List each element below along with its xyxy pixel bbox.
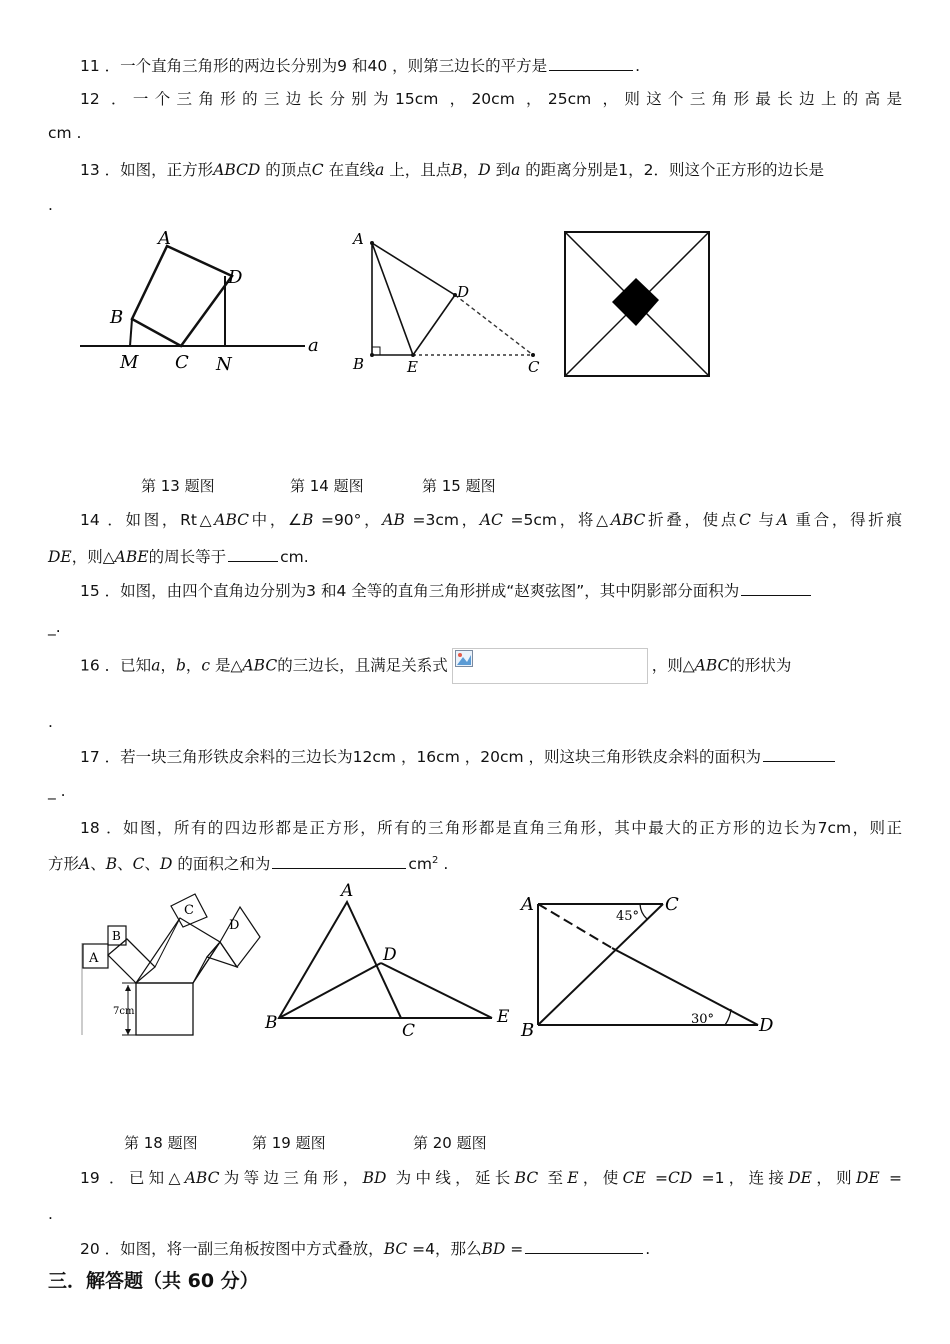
fig19-label-e: E xyxy=(497,1007,510,1027)
fig14-label-e: E xyxy=(407,358,418,376)
fig18-label-c: C xyxy=(184,903,194,918)
q14-answer-blank[interactable] xyxy=(228,560,278,562)
question-19: 19 ．已知△ABC为等边三角形，BD 为中线，延长BC 至E，使CE =CD =1，连接DE，则DE = xyxy=(80,1169,902,1187)
broken-image-icon xyxy=(455,650,473,667)
question-16: 16 ．已知a，b，c 是△ABC的三边长，且满足关系式 ，则△ABC的形状为 xyxy=(48,648,791,684)
q13-continuation: . xyxy=(48,196,53,214)
question-18: 18 ．如图，所有的四边形都是正方形，所有的三角形都是直角三角形，其中最大的正方形的边长为7cm，则正 xyxy=(80,819,902,837)
question-20: 20 ．如图，将一副三角板按图中方式叠放，BC =4，那么BD = . xyxy=(80,1240,651,1258)
question-15: 15 ．如图，由四个直角边分别为3 和4 全等的直角三角形拼成“赵爽弦图”，其中阴影部分面积为 xyxy=(48,579,813,601)
q11-text: ．一个直角三角形的两边长分别为9 和40 ，则第三边长的平方是 xyxy=(104,57,548,75)
caption-fig20: 第 20 题图 xyxy=(413,1134,487,1152)
q16-continuation: . xyxy=(48,713,53,731)
fig14-label-b: B xyxy=(353,355,365,373)
fig20-label-b: B xyxy=(521,1020,535,1041)
fig18-label-b: B xyxy=(112,929,121,943)
question-14-line2: DE，则△ABE的周长等于 cm. xyxy=(48,548,309,566)
figure-15 xyxy=(563,230,711,378)
question-18-line2: 方形A、B、C、D 的面积之和为 $cm^2$ . xyxy=(48,854,449,873)
fig18-length-label: 7cm xyxy=(113,1006,135,1017)
fig19-label-d: D xyxy=(383,945,397,965)
figure-14 xyxy=(345,225,545,380)
caption-fig18: 第 18 题图 xyxy=(124,1134,198,1152)
q15-answer-blank[interactable] xyxy=(741,594,811,596)
q17-answer-blank[interactable] xyxy=(763,760,835,762)
fig20-label-d: D xyxy=(759,1015,774,1036)
q11-number: 11 xyxy=(80,57,100,75)
fig13-label-d: D xyxy=(228,267,243,288)
formula-image-placeholder xyxy=(452,648,648,684)
question-11: 11 ．一个直角三角形的两边长分别为9 和40 ，则第三边长的平方是 . xyxy=(80,57,641,75)
fig18-label-a: A xyxy=(89,951,99,966)
fig13-label-m: M xyxy=(120,352,139,373)
q15-continuation: _. xyxy=(48,618,61,636)
fig13-label-a: A xyxy=(158,228,171,249)
q11-answer-blank[interactable] xyxy=(549,69,633,71)
fig14-label-c: C xyxy=(528,358,540,376)
question-13: 13 ．如图，正方形ABCD 的顶点C 在直线a 上，且点B，D 到a 的距离分别是1，2．则这个正方形的边长是 xyxy=(80,161,824,179)
caption-fig14: 第 14 题图 xyxy=(290,477,364,495)
q12-continuation: cm . xyxy=(48,124,82,142)
fig19-label-b: B xyxy=(265,1013,278,1033)
figure-19 xyxy=(262,880,517,1040)
fig13-label-c: C xyxy=(175,352,189,373)
figure-13 xyxy=(80,225,325,380)
fig13-label-b: B xyxy=(110,307,124,328)
question-12 xyxy=(48,87,902,109)
fig19-label-c: C xyxy=(402,1021,416,1040)
fig14-label-a: A xyxy=(353,230,364,248)
fig19-label-a: A xyxy=(341,881,354,901)
figure-18 xyxy=(80,885,265,1045)
caption-fig19: 第 19 题图 xyxy=(252,1134,326,1152)
fig20-angle-30: 30° xyxy=(691,1012,715,1027)
q17-continuation: _ . xyxy=(48,782,66,800)
fig18-label-d: D xyxy=(229,918,240,933)
q19-continuation: . xyxy=(48,1205,53,1223)
fig14-label-d: D xyxy=(457,283,470,301)
fig20-label-a: A xyxy=(521,894,534,915)
fig13-label-line-a: a xyxy=(308,335,319,356)
fig13-label-n: N xyxy=(216,354,232,375)
section-heading: 三．解答题（共 60 分） xyxy=(48,1270,259,1292)
q12-number: 12 xyxy=(80,90,100,108)
question-14: 14 ．如图，Rt△ABC中，∠B =90°，AB =3cm，AC =5cm，将△ABC折叠，使点C 与A 重合，得折痕 xyxy=(80,511,902,529)
caption-fig13: 第 13 题图 xyxy=(141,477,215,495)
q18-answer-blank[interactable] xyxy=(272,867,406,869)
q12-text: ．一个三角形的三边长分别为15cm ，20cm ，25cm ，则这个三角形最长边上的高是 xyxy=(111,90,902,108)
caption-fig15: 第 15 题图 xyxy=(422,477,496,495)
q20-answer-blank[interactable] xyxy=(525,1252,643,1254)
fig20-angle-45: 45° xyxy=(616,909,640,924)
fig20-label-c: C xyxy=(665,894,679,915)
figure-20 xyxy=(518,888,783,1043)
question-17: 17 ．若一块三角形铁皮余料的三边长为12cm ，16cm ，20cm ，则这块三角形铁皮余料的面积为 xyxy=(48,745,837,767)
